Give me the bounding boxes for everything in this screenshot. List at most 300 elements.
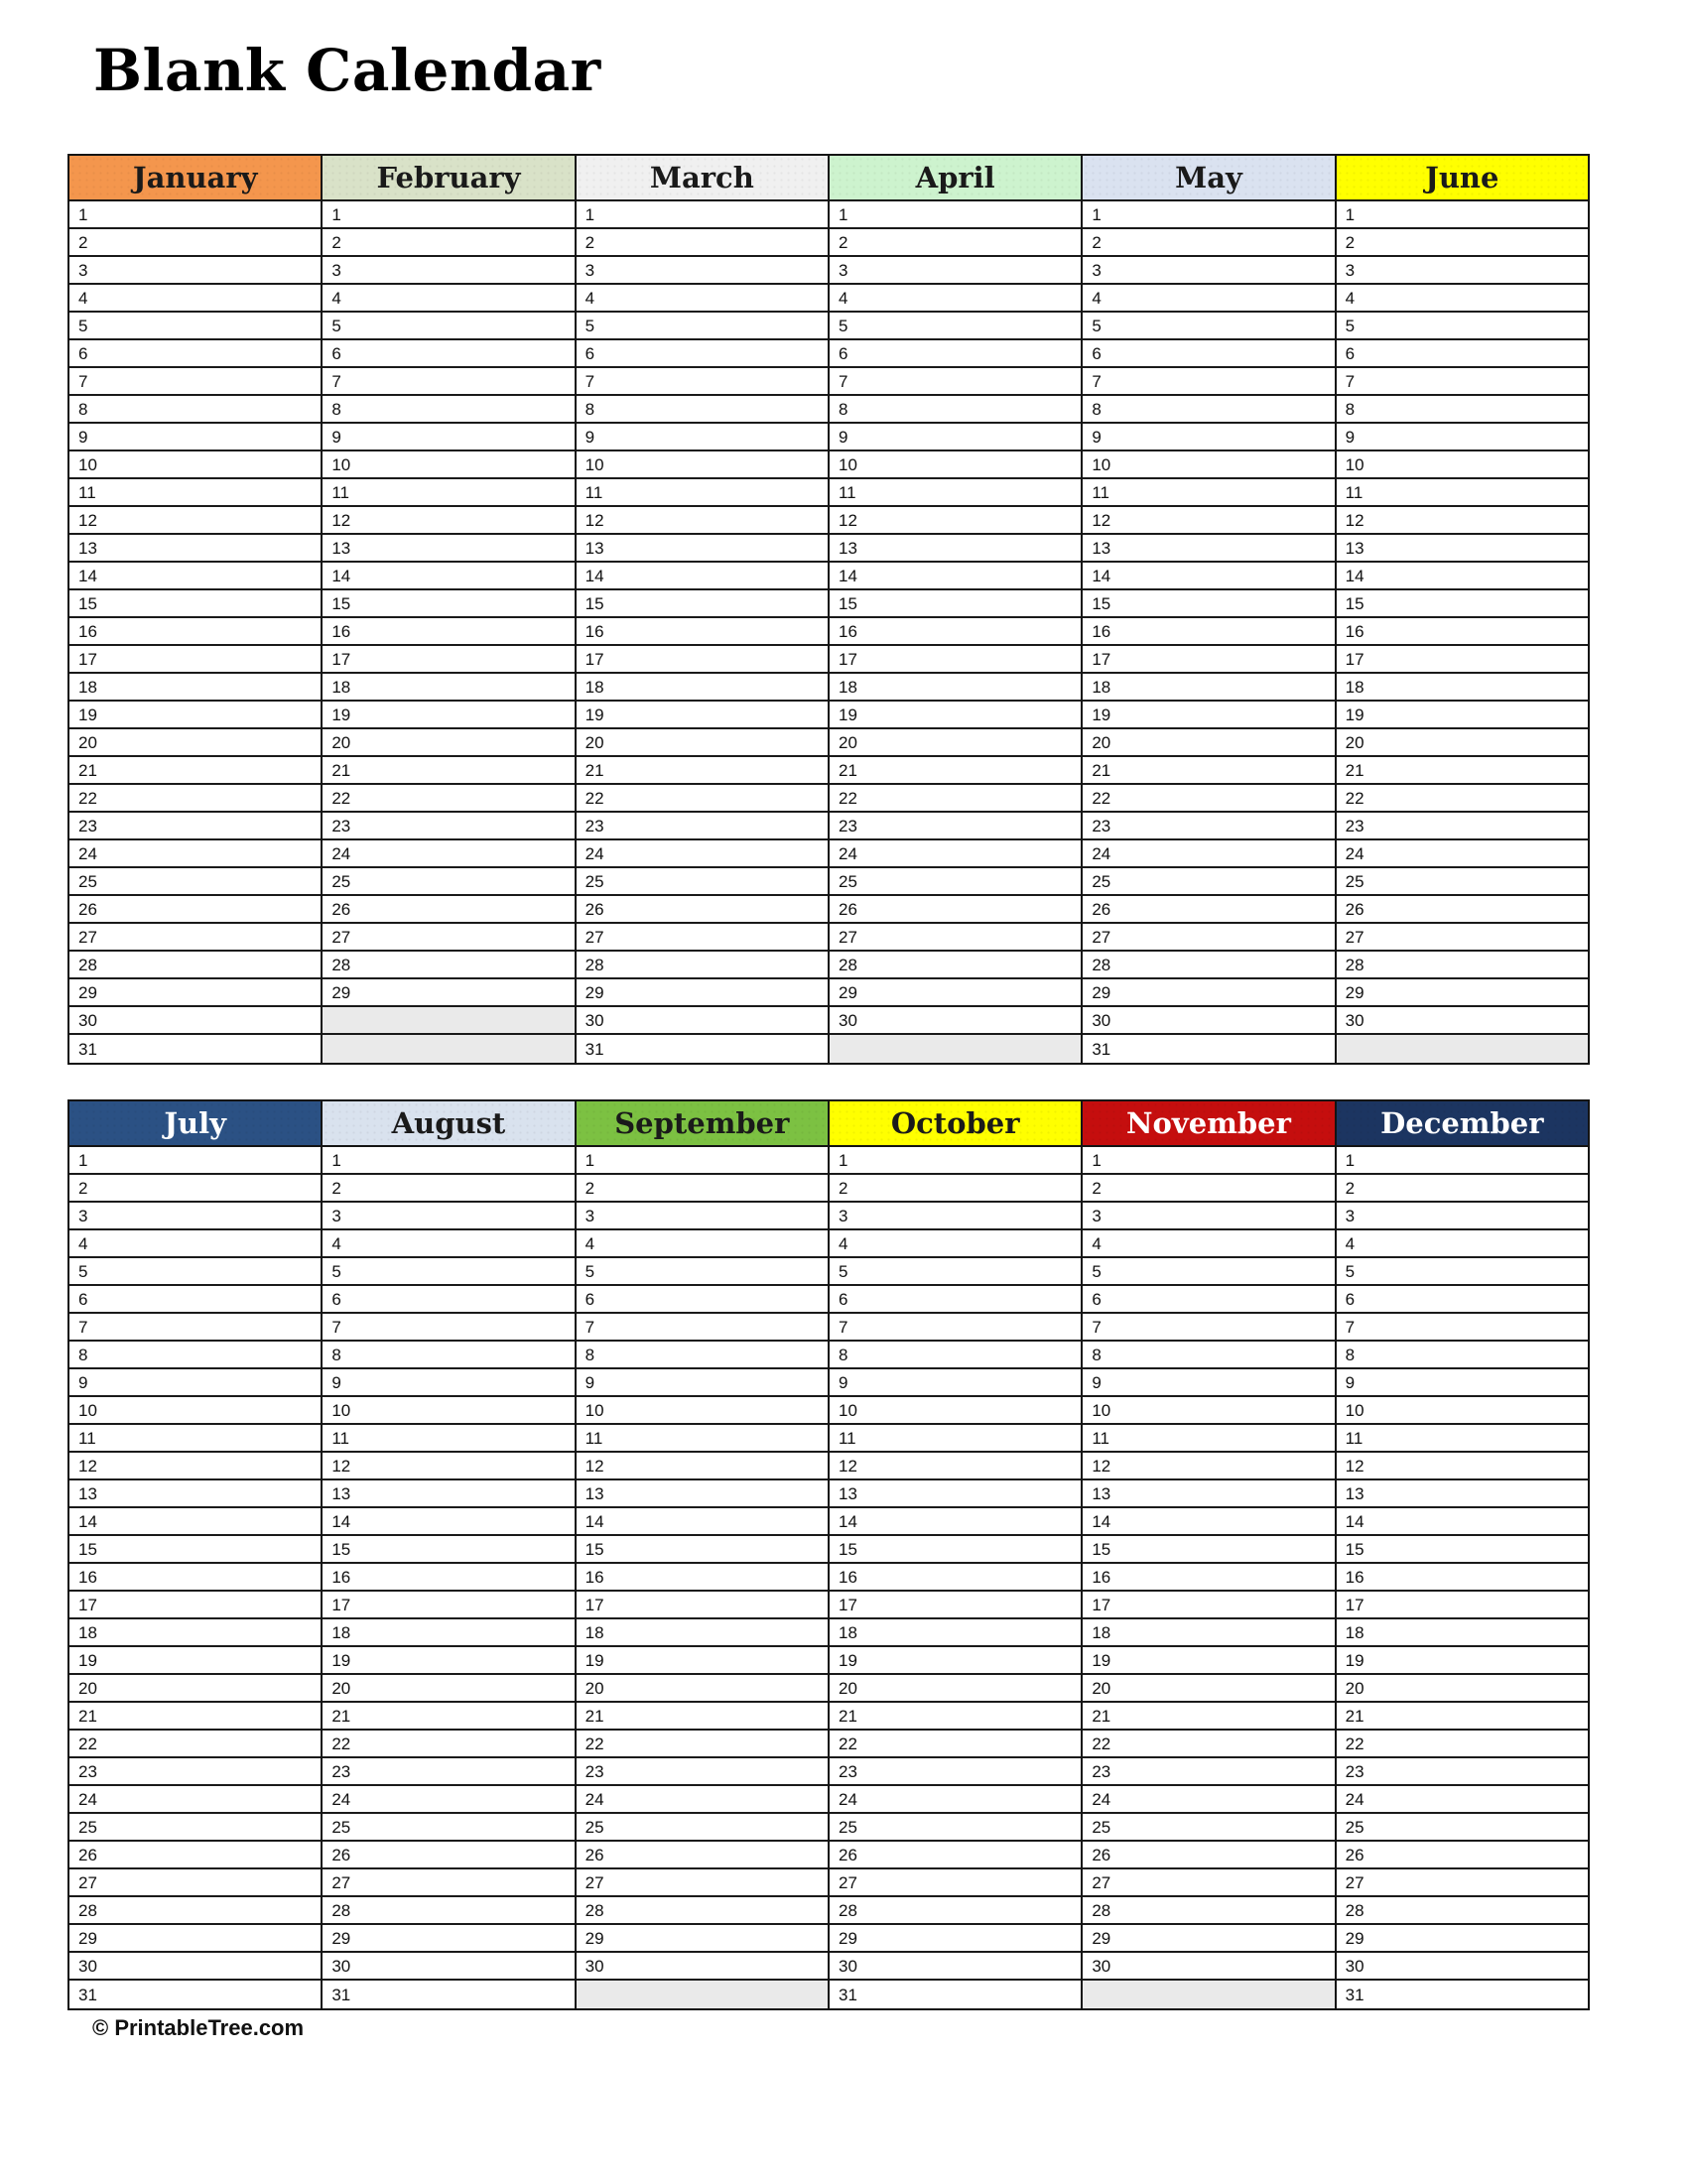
day-cell-january-12 <box>69 507 321 535</box>
day-number: 21 <box>1092 1706 1111 1726</box>
day-cell-april-8 <box>830 396 1081 424</box>
empty-day-cell-june <box>1337 1035 1588 1063</box>
day-number: 2 <box>838 232 848 252</box>
day-cell-january-27 <box>69 924 321 952</box>
day-cell-june-7 <box>1337 368 1588 396</box>
day-cell-october-13 <box>830 1480 1081 1508</box>
day-number: 25 <box>331 871 351 891</box>
day-cell-march-13 <box>577 535 828 563</box>
day-cell-november-23 <box>1083 1758 1334 1786</box>
day-number: 15 <box>78 593 97 613</box>
day-cell-august-24 <box>323 1786 574 1814</box>
day-cell-october-3 <box>830 1203 1081 1230</box>
day-cell-may-26 <box>1083 896 1334 924</box>
day-cell-may-1 <box>1083 201 1334 229</box>
day-number: 29 <box>78 982 97 1002</box>
day-cell-january-19 <box>69 702 321 729</box>
day-number: 7 <box>584 371 595 391</box>
day-cell-december-16 <box>1337 1564 1588 1592</box>
day-number: 8 <box>1345 1345 1356 1364</box>
day-number: 25 <box>1092 1817 1111 1837</box>
day-number: 3 <box>838 1206 848 1225</box>
day-number: 14 <box>584 566 604 585</box>
day-number: 19 <box>838 705 857 724</box>
day-number: 21 <box>838 760 857 780</box>
day-cell-november-8 <box>1083 1342 1334 1369</box>
day-cell-may-16 <box>1083 618 1334 646</box>
day-number: 5 <box>1092 1261 1102 1281</box>
month-header-september: September <box>577 1101 828 1147</box>
month-column-november <box>1083 1101 1336 2008</box>
day-number: 3 <box>1345 260 1356 280</box>
day-cell-october-25 <box>830 1814 1081 1842</box>
day-number: 25 <box>1092 871 1111 891</box>
day-number: 25 <box>1345 871 1364 891</box>
day-number: 29 <box>78 1928 97 1948</box>
day-number: 5 <box>584 1261 595 1281</box>
day-number: 24 <box>1092 1789 1111 1809</box>
day-number: 18 <box>1092 1622 1111 1642</box>
month-header-february: February <box>323 156 574 201</box>
day-cell-february-14 <box>323 563 574 590</box>
month-header-may: May <box>1083 156 1334 201</box>
day-number: 4 <box>584 288 595 308</box>
day-cell-march-29 <box>577 979 828 1007</box>
month-column-october <box>830 1101 1083 2008</box>
day-number: 6 <box>838 1289 848 1309</box>
day-cell-october-17 <box>830 1592 1081 1619</box>
day-number: 15 <box>838 1539 857 1559</box>
day-number: 16 <box>331 621 351 641</box>
day-number: 29 <box>584 1928 604 1948</box>
day-cell-march-9 <box>577 424 828 451</box>
day-cell-october-12 <box>830 1453 1081 1480</box>
day-number: 7 <box>1092 371 1102 391</box>
day-number: 23 <box>1345 1761 1364 1781</box>
day-cell-march-25 <box>577 868 828 896</box>
day-cell-may-6 <box>1083 340 1334 368</box>
day-cell-june-4 <box>1337 285 1588 313</box>
day-number: 18 <box>1345 1622 1364 1642</box>
day-number: 22 <box>78 1734 97 1753</box>
day-number: 11 <box>1092 482 1109 502</box>
day-number: 31 <box>584 1039 604 1059</box>
day-number: 28 <box>331 1900 351 1920</box>
day-cell-june-28 <box>1337 952 1588 979</box>
day-number: 13 <box>331 538 351 558</box>
day-cell-january-25 <box>69 868 321 896</box>
day-cell-september-9 <box>577 1369 828 1397</box>
day-cell-june-9 <box>1337 424 1588 451</box>
day-cell-september-2 <box>577 1175 828 1203</box>
day-cell-june-2 <box>1337 229 1588 257</box>
day-number: 7 <box>331 1317 341 1337</box>
day-number: 22 <box>838 1734 857 1753</box>
day-number: 9 <box>1345 1372 1356 1392</box>
day-number: 17 <box>584 1595 604 1614</box>
day-number: 24 <box>78 843 97 863</box>
day-number: 26 <box>584 1845 604 1864</box>
day-cell-october-8 <box>830 1342 1081 1369</box>
day-cell-january-16 <box>69 618 321 646</box>
day-cell-january-1 <box>69 201 321 229</box>
day-number: 7 <box>1345 1317 1356 1337</box>
day-number: 12 <box>78 510 97 530</box>
day-number: 20 <box>331 732 351 752</box>
day-number: 27 <box>1092 927 1111 947</box>
day-cell-november-9 <box>1083 1369 1334 1397</box>
day-number: 22 <box>1092 788 1111 808</box>
day-number: 19 <box>78 1650 97 1670</box>
day-number: 9 <box>838 1372 848 1392</box>
day-cell-march-4 <box>577 285 828 313</box>
day-cell-may-14 <box>1083 563 1334 590</box>
day-number: 29 <box>331 982 351 1002</box>
day-number: 1 <box>331 1150 341 1170</box>
day-number: 28 <box>838 955 857 974</box>
day-cell-september-4 <box>577 1230 828 1258</box>
day-cell-july-31 <box>69 1981 321 2008</box>
day-number: 7 <box>331 371 341 391</box>
day-number: 4 <box>1092 1233 1102 1253</box>
day-cell-september-23 <box>577 1758 828 1786</box>
day-cell-august-23 <box>323 1758 574 1786</box>
day-cell-july-9 <box>69 1369 321 1397</box>
day-number: 28 <box>584 955 604 974</box>
day-cell-october-19 <box>830 1647 1081 1675</box>
day-cell-july-27 <box>69 1869 321 1897</box>
day-number: 18 <box>584 1622 604 1642</box>
day-number: 20 <box>78 1678 97 1698</box>
month-column-april <box>830 156 1083 1063</box>
empty-day-cell-september <box>577 1981 828 2008</box>
day-number: 7 <box>1092 1317 1102 1337</box>
day-cell-june-19 <box>1337 702 1588 729</box>
day-number: 18 <box>838 1622 857 1642</box>
day-number: 8 <box>838 399 848 419</box>
day-number: 4 <box>331 1233 341 1253</box>
day-number: 11 <box>78 1428 96 1448</box>
day-number: 1 <box>1345 1150 1356 1170</box>
empty-day-cell-april <box>830 1035 1081 1063</box>
day-cell-july-2 <box>69 1175 321 1203</box>
day-cell-january-3 <box>69 257 321 285</box>
day-cell-december-9 <box>1337 1369 1588 1397</box>
day-cell-january-17 <box>69 646 321 674</box>
day-cell-january-23 <box>69 813 321 840</box>
month-column-january <box>69 156 323 1063</box>
day-number: 16 <box>1092 1567 1111 1587</box>
month-column-march <box>577 156 830 1063</box>
day-number: 31 <box>78 1985 97 2004</box>
day-number: 31 <box>1092 1039 1111 1059</box>
day-number: 23 <box>78 816 97 835</box>
day-cell-april-21 <box>830 757 1081 785</box>
day-cell-july-8 <box>69 1342 321 1369</box>
day-cell-july-19 <box>69 1647 321 1675</box>
day-cell-august-9 <box>323 1369 574 1397</box>
day-number: 3 <box>1092 260 1102 280</box>
day-cell-january-20 <box>69 729 321 757</box>
day-number: 10 <box>78 1400 97 1420</box>
day-cell-october-10 <box>830 1397 1081 1425</box>
day-cell-march-19 <box>577 702 828 729</box>
day-number: 13 <box>331 1483 351 1503</box>
day-number: 24 <box>584 1789 604 1809</box>
day-cell-april-27 <box>830 924 1081 952</box>
day-cell-july-6 <box>69 1286 321 1314</box>
day-number: 2 <box>1092 232 1102 252</box>
month-column-september <box>577 1101 830 2008</box>
day-cell-january-10 <box>69 451 321 479</box>
day-cell-march-28 <box>577 952 828 979</box>
month-column-june <box>1337 156 1588 1063</box>
day-cell-august-18 <box>323 1619 574 1647</box>
day-number: 3 <box>1345 1206 1356 1225</box>
day-cell-october-27 <box>830 1869 1081 1897</box>
day-cell-march-7 <box>577 368 828 396</box>
day-number: 29 <box>1345 982 1364 1002</box>
day-cell-january-21 <box>69 757 321 785</box>
day-number: 9 <box>584 427 595 447</box>
day-number: 21 <box>78 760 97 780</box>
day-cell-september-30 <box>577 1953 828 1981</box>
day-number: 23 <box>331 1761 351 1781</box>
day-cell-september-26 <box>577 1842 828 1869</box>
day-number: 8 <box>1345 399 1356 419</box>
day-number: 9 <box>1092 1372 1102 1392</box>
day-number: 9 <box>584 1372 595 1392</box>
day-cell-august-12 <box>323 1453 574 1480</box>
day-number: 6 <box>584 1289 595 1309</box>
day-cell-april-16 <box>830 618 1081 646</box>
day-number: 10 <box>1092 1400 1111 1420</box>
day-cell-may-12 <box>1083 507 1334 535</box>
day-number: 14 <box>331 1511 351 1531</box>
day-cell-december-15 <box>1337 1536 1588 1564</box>
day-cell-january-29 <box>69 979 321 1007</box>
day-cell-march-8 <box>577 396 828 424</box>
day-cell-june-30 <box>1337 1007 1588 1035</box>
day-number: 11 <box>1345 1428 1363 1448</box>
day-number: 8 <box>331 1345 341 1364</box>
day-number: 23 <box>838 1761 857 1781</box>
day-number: 22 <box>584 788 604 808</box>
day-cell-december-24 <box>1337 1786 1588 1814</box>
day-cell-march-20 <box>577 729 828 757</box>
day-cell-june-6 <box>1337 340 1588 368</box>
day-number: 17 <box>838 649 857 669</box>
day-number: 18 <box>331 1622 351 1642</box>
day-cell-november-12 <box>1083 1453 1334 1480</box>
day-cell-december-4 <box>1337 1230 1588 1258</box>
day-cell-november-6 <box>1083 1286 1334 1314</box>
day-cell-june-11 <box>1337 479 1588 507</box>
day-cell-may-17 <box>1083 646 1334 674</box>
day-cell-november-29 <box>1083 1925 1334 1953</box>
day-cell-january-2 <box>69 229 321 257</box>
day-number: 19 <box>1345 1650 1364 1670</box>
day-number: 28 <box>1345 1900 1364 1920</box>
day-number: 14 <box>1092 1511 1111 1531</box>
day-cell-november-1 <box>1083 1147 1334 1175</box>
month-header-august: August <box>323 1101 574 1147</box>
day-number: 2 <box>78 232 88 252</box>
day-cell-april-22 <box>830 785 1081 813</box>
day-number: 22 <box>331 788 351 808</box>
day-number: 16 <box>78 621 97 641</box>
day-number: 18 <box>1345 677 1364 697</box>
day-number: 11 <box>584 482 603 502</box>
day-cell-november-22 <box>1083 1731 1334 1758</box>
day-cell-february-22 <box>323 785 574 813</box>
day-number: 15 <box>838 593 857 613</box>
calendar-table-first-half <box>67 154 1590 1065</box>
day-number: 9 <box>838 427 848 447</box>
day-cell-january-7 <box>69 368 321 396</box>
day-cell-april-4 <box>830 285 1081 313</box>
day-cell-december-29 <box>1337 1925 1588 1953</box>
day-number: 3 <box>584 260 595 280</box>
day-number: 25 <box>78 871 97 891</box>
day-cell-july-26 <box>69 1842 321 1869</box>
day-cell-august-29 <box>323 1925 574 1953</box>
day-number: 11 <box>838 482 856 502</box>
day-cell-april-13 <box>830 535 1081 563</box>
day-cell-october-4 <box>830 1230 1081 1258</box>
day-number: 1 <box>1345 204 1356 224</box>
day-cell-november-7 <box>1083 1314 1334 1342</box>
day-cell-may-5 <box>1083 313 1334 340</box>
day-number: 10 <box>584 454 604 474</box>
day-number: 6 <box>584 343 595 363</box>
day-cell-july-5 <box>69 1258 321 1286</box>
day-cell-august-31 <box>323 1981 574 2008</box>
day-number: 28 <box>78 955 97 974</box>
day-cell-august-11 <box>323 1425 574 1453</box>
day-cell-october-18 <box>830 1619 1081 1647</box>
day-cell-july-12 <box>69 1453 321 1480</box>
day-cell-october-11 <box>830 1425 1081 1453</box>
day-cell-december-8 <box>1337 1342 1588 1369</box>
day-cell-may-2 <box>1083 229 1334 257</box>
day-number: 13 <box>78 1483 97 1503</box>
day-cell-january-28 <box>69 952 321 979</box>
day-cell-may-3 <box>1083 257 1334 285</box>
day-number: 26 <box>1345 899 1364 919</box>
day-number: 2 <box>584 232 595 252</box>
day-number: 16 <box>584 621 604 641</box>
day-number: 6 <box>1092 1289 1102 1309</box>
day-number: 29 <box>584 982 604 1002</box>
day-number: 26 <box>838 899 857 919</box>
day-number: 8 <box>78 399 88 419</box>
day-cell-august-8 <box>323 1342 574 1369</box>
day-number: 7 <box>584 1317 595 1337</box>
day-cell-june-25 <box>1337 868 1588 896</box>
day-number: 28 <box>78 1900 97 1920</box>
day-number: 6 <box>1345 343 1356 363</box>
day-cell-march-14 <box>577 563 828 590</box>
day-number: 4 <box>838 288 848 308</box>
day-cell-september-3 <box>577 1203 828 1230</box>
day-cell-june-27 <box>1337 924 1588 952</box>
day-number: 4 <box>1345 288 1356 308</box>
day-cell-april-14 <box>830 563 1081 590</box>
empty-day-cell-november <box>1083 1981 1334 2008</box>
day-cell-july-22 <box>69 1731 321 1758</box>
day-cell-february-27 <box>323 924 574 952</box>
day-number: 2 <box>1345 1178 1356 1198</box>
day-cell-march-3 <box>577 257 828 285</box>
day-cell-july-25 <box>69 1814 321 1842</box>
day-number: 29 <box>838 982 857 1002</box>
day-cell-september-15 <box>577 1536 828 1564</box>
day-cell-september-24 <box>577 1786 828 1814</box>
day-number: 9 <box>78 1372 88 1392</box>
day-cell-august-13 <box>323 1480 574 1508</box>
day-cell-june-18 <box>1337 674 1588 702</box>
day-cell-october-28 <box>830 1897 1081 1925</box>
day-cell-march-11 <box>577 479 828 507</box>
day-cell-july-4 <box>69 1230 321 1258</box>
day-number: 5 <box>1092 316 1102 335</box>
day-number: 29 <box>331 1928 351 1948</box>
page-title: Blank Calendar <box>93 37 601 104</box>
day-number: 24 <box>78 1789 97 1809</box>
day-number: 12 <box>584 510 604 530</box>
day-number: 20 <box>78 732 97 752</box>
day-number: 25 <box>838 1817 857 1837</box>
day-cell-may-22 <box>1083 785 1334 813</box>
day-number: 20 <box>1345 1678 1364 1698</box>
day-cell-october-16 <box>830 1564 1081 1592</box>
day-number: 21 <box>584 760 604 780</box>
day-cell-february-13 <box>323 535 574 563</box>
day-number: 17 <box>1092 1595 1111 1614</box>
day-number: 18 <box>331 677 351 697</box>
day-number: 18 <box>838 677 857 697</box>
day-cell-september-25 <box>577 1814 828 1842</box>
day-cell-october-9 <box>830 1369 1081 1397</box>
day-number: 2 <box>584 1178 595 1198</box>
day-number: 12 <box>584 1456 604 1476</box>
day-cell-may-8 <box>1083 396 1334 424</box>
day-number: 6 <box>331 343 341 363</box>
day-number: 5 <box>584 316 595 335</box>
day-number: 10 <box>78 454 97 474</box>
day-cell-march-6 <box>577 340 828 368</box>
day-cell-march-23 <box>577 813 828 840</box>
day-number: 26 <box>78 1845 97 1864</box>
day-number: 8 <box>838 1345 848 1364</box>
day-cell-december-19 <box>1337 1647 1588 1675</box>
day-number: 4 <box>78 288 88 308</box>
day-number: 20 <box>838 1678 857 1698</box>
day-number: 15 <box>1092 1539 1111 1559</box>
day-cell-august-4 <box>323 1230 574 1258</box>
day-cell-september-6 <box>577 1286 828 1314</box>
day-number: 10 <box>331 1400 351 1420</box>
day-cell-december-7 <box>1337 1314 1588 1342</box>
month-column-august <box>323 1101 576 2008</box>
day-cell-october-1 <box>830 1147 1081 1175</box>
day-cell-september-7 <box>577 1314 828 1342</box>
day-cell-may-21 <box>1083 757 1334 785</box>
day-number: 22 <box>1345 1734 1364 1753</box>
day-cell-june-24 <box>1337 840 1588 868</box>
day-number: 4 <box>78 1233 88 1253</box>
